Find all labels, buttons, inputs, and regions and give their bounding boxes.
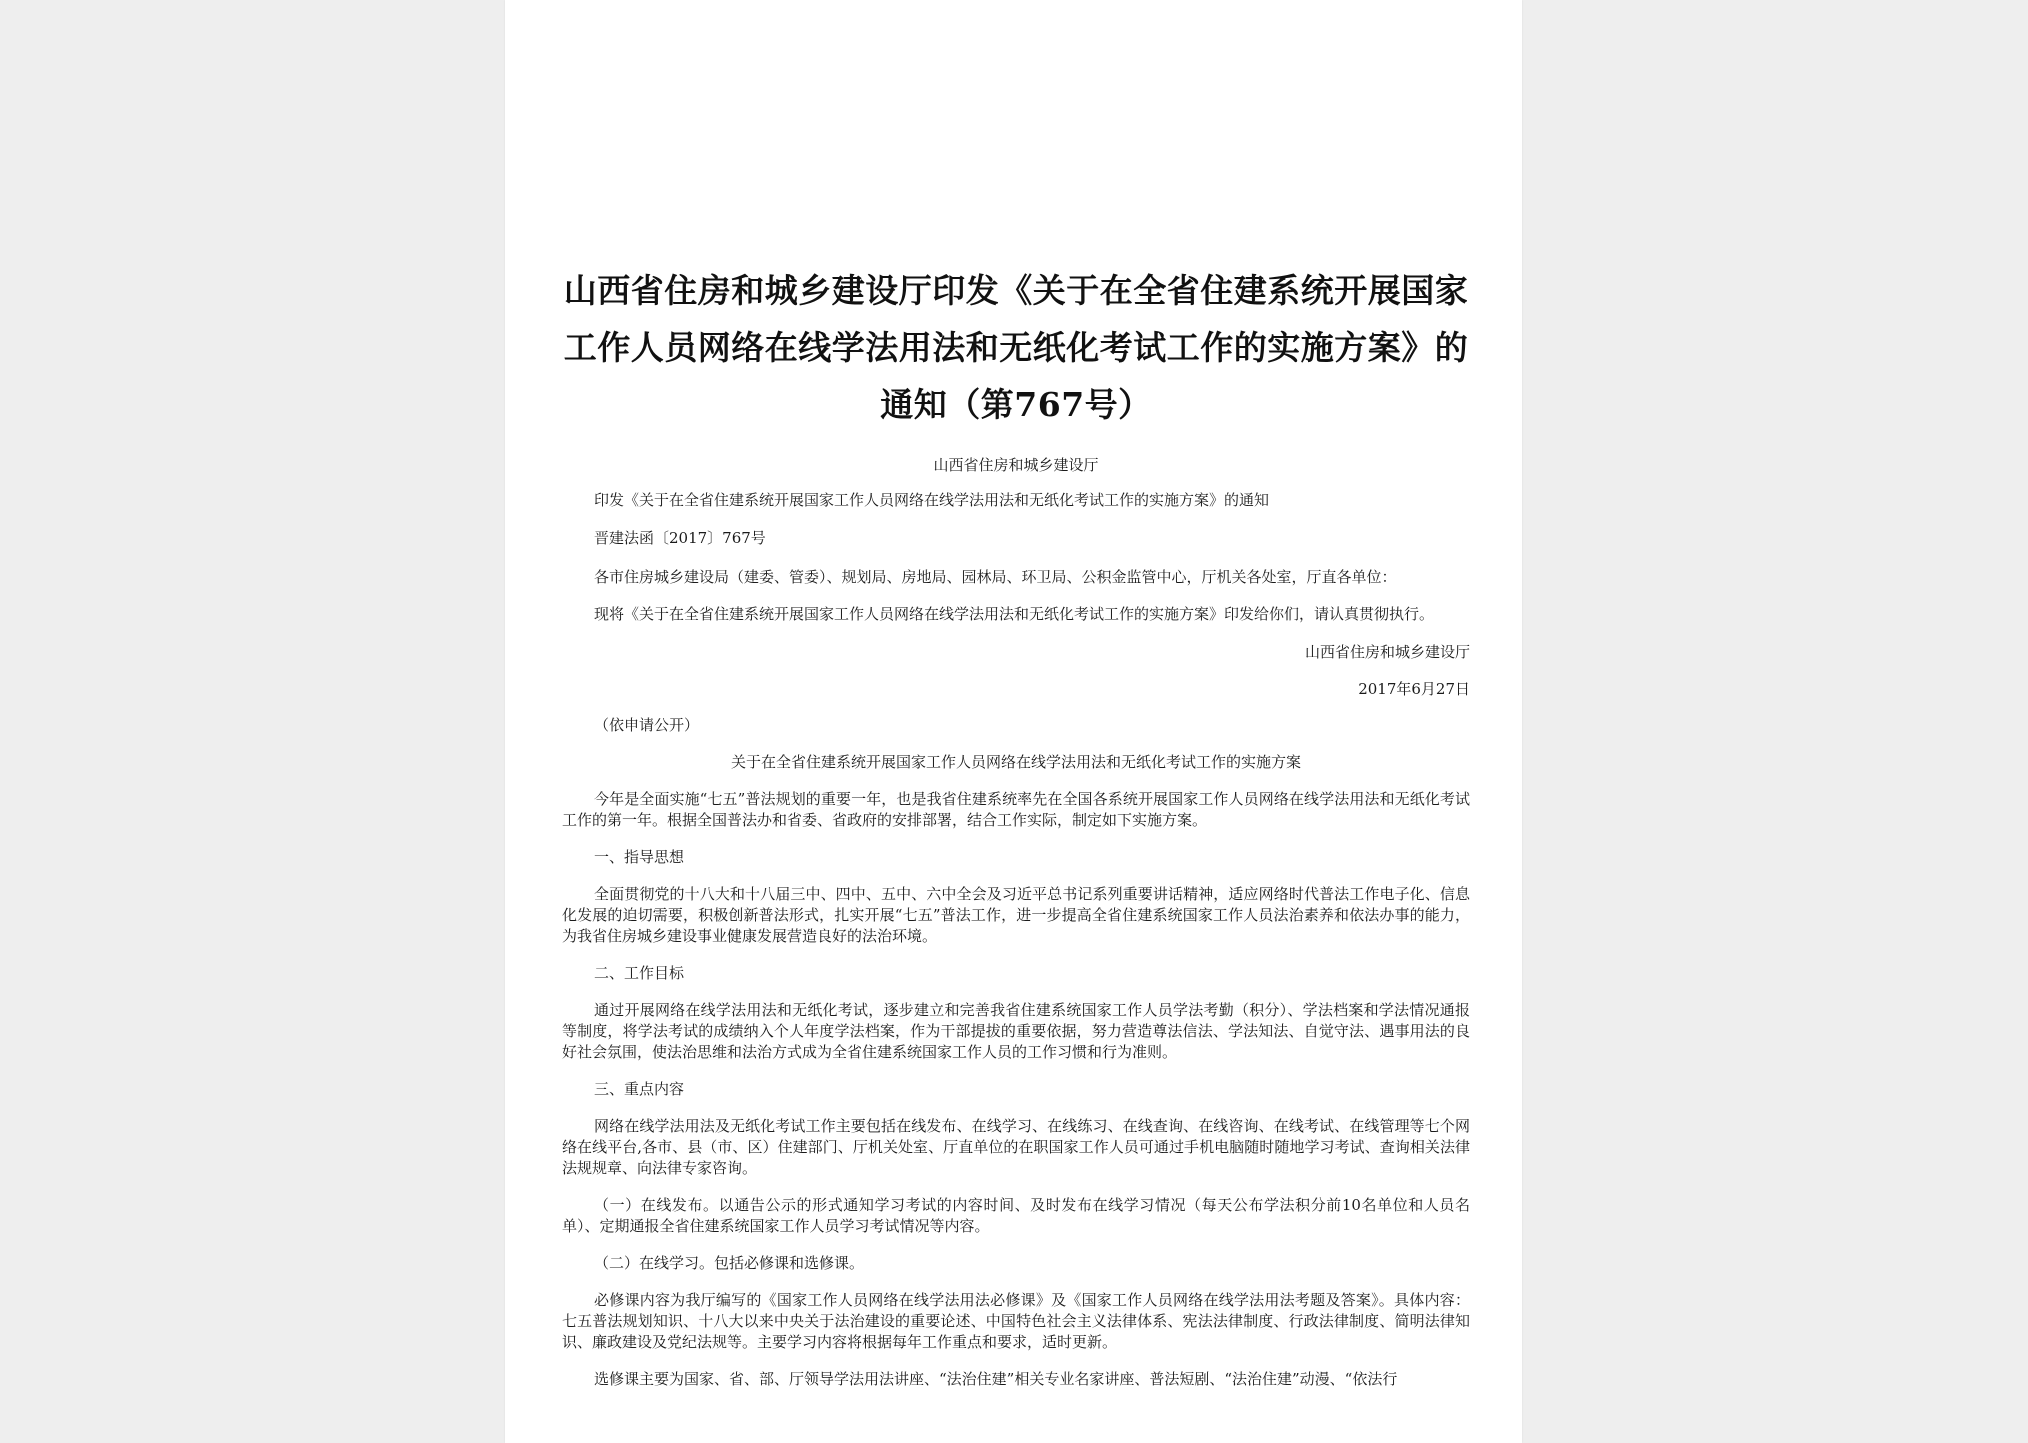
document-number: 晋建法函〔2017〕767号 [594,529,766,547]
plan-title: 关于在全省住建系统开展国家工作人员网络在线学法用法和无纸化考试工作的实施方案 [730,753,1301,771]
document-page [505,0,1522,1443]
notice-line: 印发《关于在全省住建系统开展国家工作人员网络在线学法用法和无纸化考试工作的实施方案》的通知 [594,491,1270,509]
plan-intro: 今年是全面实施“七五”普法规划的重要一年，也是我省住建系统率先在全国各系统开展国家工作人员网络在线学法用法和无纸化考试工作的第一年。根据全国普法办和省委、省政府的安排部署，结合工作实际，制定如下实施方案。 [562,790,1470,829]
recipients: 各市住房城乡建设局（建委、管委）、规划局、房地局、园林局、环卫局、公积金监管中心，厅机关各处室，厅直各单位： [594,568,1397,586]
item-online-learning: （二）在线学习。包括必修课和选修课。 [594,1254,865,1272]
signature-date: 2017年6月27日 [1358,680,1470,698]
issuer: 山西省住房和城乡建设厅 [933,456,1099,474]
section-body-guiding-ideology: 全面贯彻党的十八大和十八届三中、四中、五中、六中全会及习近平总书记系列重要讲话精神，适应网络时代普法工作电子化、信息化发展的迫切需要，积极创新普法形式，扎实开展“七五”普法工作，进一步提高全省住建系统国家工作人员法治素养和依法办事的能力，为我省住房城乡建设事业健康发展营造良好的法治环境。 [562,885,1470,945]
page-content [562,262,1470,1390]
section-heading-key-content: 三、重点内容 [594,1080,685,1098]
disclosure-note: （依申请公开） [594,716,700,734]
section-heading-guiding-ideology: 一、指导思想 [594,848,685,866]
document-title: 山西省住房和城乡建设厅印发《关于在全省住建系统开展国家工作人员网络在线学法用法和无纸化考试工作的实施方案》的通知（第767号） [563,271,1469,424]
item-online-publishing: （一）在线发布。以通告公示的形式通知学习考试的内容时间、及时发布在线学习情况（每天公布学法积分前10名单位和人员名单）、定期通报全省住建系统国家工作人员学习考试情况等内容。 [562,1196,1470,1235]
section-heading-work-goals: 二、工作目标 [594,964,685,982]
required-course-paragraph: 必修课内容为我厅编写的《国家工作人员网络在线学法用法必修课》及《国家工作人员网络在线学法用法考题及答案》。具体内容：七五普法规划知识、十八大以来中央关于法治建设的重要论述、中国特色社会主义法律体系、宪法法律制度、行政法律制度、简明法律知识、廉政建设及党纪法规等。主要学习内容将根据每年工作重点和要求，适时更新。 [562,1291,1470,1351]
section-body-key-content: 网络在线学法用法及无纸化考试工作主要包括在线发布、在线学习、在线练习、在线查询、在线咨询、在线考试、在线管理等七个网络在线平台,各市、县（市、区）住建部门、厅机关处室、厅直单位的在职国家工作人员可通过手机电脑随时随地学习考试、查询相关法律法规规章、向法律专家咨询。 [562,1117,1470,1177]
intro-paragraph: 现将《关于在全省住建系统开展国家工作人员网络在线学法用法和无纸化考试工作的实施方案》印发给你们，请认真贯彻执行。 [594,605,1435,623]
signature-organization: 山西省住房和城乡建设厅 [1304,643,1470,661]
section-body-work-goals: 通过开展网络在线学法用法和无纸化考试，逐步建立和完善我省住建系统国家工作人员学法考勤（积分）、学法档案和学法情况通报等制度，将学法考试的成绩纳入个人年度学法档案，作为干部提拔的重要依据，努力营造尊法信法、学法知法、自觉守法、遇事用法的良好社会氛围，使法治思维和法治方式成为全省住建系统国家工作人员的工作习惯和行为准则。 [562,1001,1470,1061]
elective-course-paragraph: 选修课主要为国家、省、部、厅领导学法用法讲座、“法治住建”相关专业名家讲座、普法短剧、“法治住建”动漫、“依法行 [594,1370,1398,1388]
